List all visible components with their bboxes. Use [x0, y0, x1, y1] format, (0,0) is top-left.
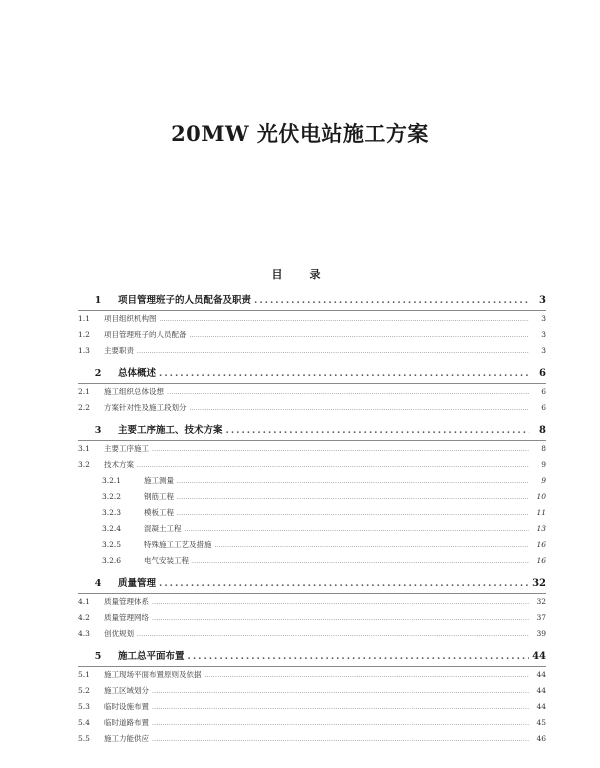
toc-heading: 目 录: [271, 268, 329, 281]
toc-entry-title: 施工总平面布置: [118, 651, 185, 662]
toc-leader-dots: [152, 611, 529, 627]
toc-leader-dots: [159, 573, 529, 594]
toc-entry[interactable]: [78, 715, 546, 731]
toc-entry[interactable]: [78, 626, 546, 642]
toc-entry[interactable]: [78, 420, 546, 441]
toc-entry-number: 3.2.1: [102, 476, 122, 485]
toc-entry-page: 13: [536, 524, 546, 533]
toc-leader-dots: [152, 684, 529, 700]
toc-entry-number: 5.1: [78, 670, 90, 679]
toc-entry[interactable]: [78, 343, 546, 359]
toc-entry-title: 特殊施工工艺及措施: [144, 540, 212, 549]
toc-entry-page: 10: [536, 492, 546, 501]
table-of-contents: [78, 286, 546, 747]
toc-entry-number: 4.1: [78, 597, 90, 606]
toc-entry-number: 5.4: [78, 718, 90, 727]
toc-entry-number: 4.2: [78, 613, 90, 622]
toc-entry[interactable]: [78, 363, 546, 384]
toc-entry[interactable]: [78, 573, 546, 594]
toc-entry[interactable]: [78, 311, 546, 327]
toc-entry-number: 3.2: [78, 460, 90, 469]
toc-entry[interactable]: [78, 683, 546, 699]
toc-entry-number: 3.2.6: [102, 556, 122, 565]
toc-entry[interactable]: [78, 646, 546, 667]
toc-entry-number: 2: [94, 368, 102, 379]
toc-entry-page: 16: [536, 556, 546, 565]
toc-leader-dots: [177, 490, 529, 506]
toc-entry-page: 6: [539, 368, 546, 379]
toc-entry-title: 质量管理网络: [104, 613, 149, 622]
toc-entry-title: 电气安装工程: [144, 556, 189, 565]
toc-entry[interactable]: [78, 610, 546, 626]
toc-entry-title: 总体概述: [118, 368, 157, 379]
toc-entry-number: 3.2.4: [102, 524, 122, 533]
toc-entry-number: 2.2: [78, 403, 90, 412]
toc-entry-page: 6: [541, 403, 546, 412]
toc-entry-page: 8: [539, 425, 546, 436]
toc-leader-dots: [152, 716, 529, 732]
toc-leader-dots: [177, 506, 529, 522]
toc-entry-title: 施工力能供应: [104, 734, 149, 743]
toc-entry-title: 临时设施布置: [104, 702, 149, 711]
toc-entry-title: 混凝土工程: [144, 524, 182, 533]
toc-entry-title: 质量管理: [118, 578, 157, 589]
toc-leader-dots: [160, 312, 530, 328]
toc-entry[interactable]: [78, 553, 546, 569]
toc-entry-number: 4.3: [78, 629, 90, 638]
toc-entry-number: 3.2.2: [102, 492, 122, 501]
toc-entry-number: 3.2.5: [102, 540, 122, 549]
toc-leader-dots: [137, 458, 529, 474]
toc-entry-title: 项目组织机构图: [104, 314, 157, 323]
toc-entry[interactable]: [78, 473, 546, 489]
toc-entry-number: 3: [94, 425, 102, 436]
toc-entry[interactable]: [78, 505, 546, 521]
toc-leader-dots: [188, 646, 529, 667]
toc-entry-number: 1.2: [78, 330, 90, 339]
toc-entry-page: 8: [541, 444, 546, 453]
toc-entry-number: 5.5: [78, 734, 90, 743]
toc-entry-page: 44: [536, 702, 546, 711]
toc-entry-page: 6: [541, 387, 546, 396]
toc-entry-title: 主要工序施工: [104, 444, 149, 453]
toc-entry[interactable]: [78, 290, 546, 311]
toc-entry-page: 16: [536, 540, 546, 549]
toc-leader-dots: [205, 668, 530, 684]
toc-entry-page: 11: [536, 508, 546, 517]
toc-entry-page: 46: [536, 734, 546, 743]
toc-leader-dots: [254, 290, 529, 311]
toc-entry-page: 3: [541, 314, 546, 323]
toc-leader-dots: [185, 522, 530, 538]
toc-leader-dots: [152, 700, 529, 716]
toc-entry-number: 4: [94, 578, 102, 589]
toc-entry-page: 9: [541, 476, 546, 485]
document-title: 20MW 光伏电站施工方案: [171, 121, 429, 146]
toc-entry-title: 创优规划: [104, 629, 134, 638]
toc-entry-number: 3.2.3: [102, 508, 122, 517]
toc-entry[interactable]: [78, 731, 546, 747]
toc-leader-dots: [177, 474, 529, 490]
toc-entry-title: 施工现场平面布置原则及依据: [104, 670, 202, 679]
toc-entry-page: 3: [539, 295, 546, 306]
toc-entry-page: 44: [536, 670, 546, 679]
toc-entry-number: 5: [94, 651, 102, 662]
toc-entry[interactable]: [78, 384, 546, 400]
toc-entry[interactable]: [78, 667, 546, 683]
toc-leader-dots: [152, 732, 529, 748]
toc-entry-title: 主要职责: [104, 346, 134, 355]
toc-entry-number: 1.3: [78, 346, 90, 355]
toc-leader-dots: [192, 554, 529, 570]
toc-entry-page: 37: [536, 613, 546, 622]
toc-entry-number: 2.1: [78, 387, 90, 396]
toc-entry[interactable]: [78, 327, 546, 343]
toc-leader-dots: [152, 442, 529, 458]
toc-entry-title: 方案针对性及施工段划分: [104, 403, 187, 412]
toc-entry-page: 44: [536, 686, 546, 695]
toc-leader-dots: [167, 385, 529, 401]
toc-entry-title: 主要工序施工、技术方案: [118, 425, 223, 436]
toc-entry-page: 39: [536, 629, 546, 638]
toc-entry-page: 32: [532, 578, 546, 589]
toc-entry-title: 项目管理班子的人员配备: [104, 330, 187, 339]
toc-entry-number: 3.1: [78, 444, 90, 453]
toc-leader-dots: [190, 401, 530, 417]
toc-entry-number: 5.3: [78, 702, 90, 711]
toc-leader-dots: [152, 595, 529, 611]
toc-leader-dots: [226, 420, 529, 441]
toc-entry-title: 技术方案: [104, 460, 134, 469]
toc-leader-dots: [137, 344, 529, 360]
toc-leader-dots: [137, 627, 529, 643]
toc-entry-title: 施工区域划分: [104, 686, 149, 695]
toc-entry[interactable]: [78, 441, 546, 457]
toc-entry-title: 项目管理班子的人员配备及职责: [118, 295, 252, 306]
toc-entry[interactable]: [78, 489, 546, 505]
toc-leader-dots: [215, 538, 530, 554]
toc-entry-title: 施工测量: [144, 476, 174, 485]
toc-entry-number: 5.2: [78, 686, 90, 695]
toc-entry[interactable]: [78, 594, 546, 610]
toc-entry[interactable]: [78, 400, 546, 416]
toc-entry-title: 质量管理体系: [104, 597, 149, 606]
toc-entry-number: 1.1: [78, 314, 90, 323]
toc-entry[interactable]: [78, 457, 546, 473]
toc-entry[interactable]: [78, 699, 546, 715]
toc-entry-page: 3: [541, 330, 546, 339]
toc-entry-title: 钢筋工程: [144, 492, 174, 501]
toc-entry-page: 9: [541, 460, 546, 469]
toc-leader-dots: [190, 328, 530, 344]
toc-entry-number: 1: [94, 295, 102, 306]
toc-entry-page: 45: [536, 718, 546, 727]
toc-entry-page: 3: [541, 346, 546, 355]
toc-entry-title: 临时道路布置: [104, 718, 149, 727]
toc-entry-page: 44: [532, 651, 546, 662]
toc-entry[interactable]: [78, 521, 546, 537]
toc-entry-page: 32: [536, 597, 546, 606]
toc-entry[interactable]: [78, 537, 546, 553]
toc-leader-dots: [159, 363, 529, 384]
toc-entry-title: 模板工程: [144, 508, 174, 517]
toc-entry-title: 施工组织总体设想: [104, 387, 164, 396]
